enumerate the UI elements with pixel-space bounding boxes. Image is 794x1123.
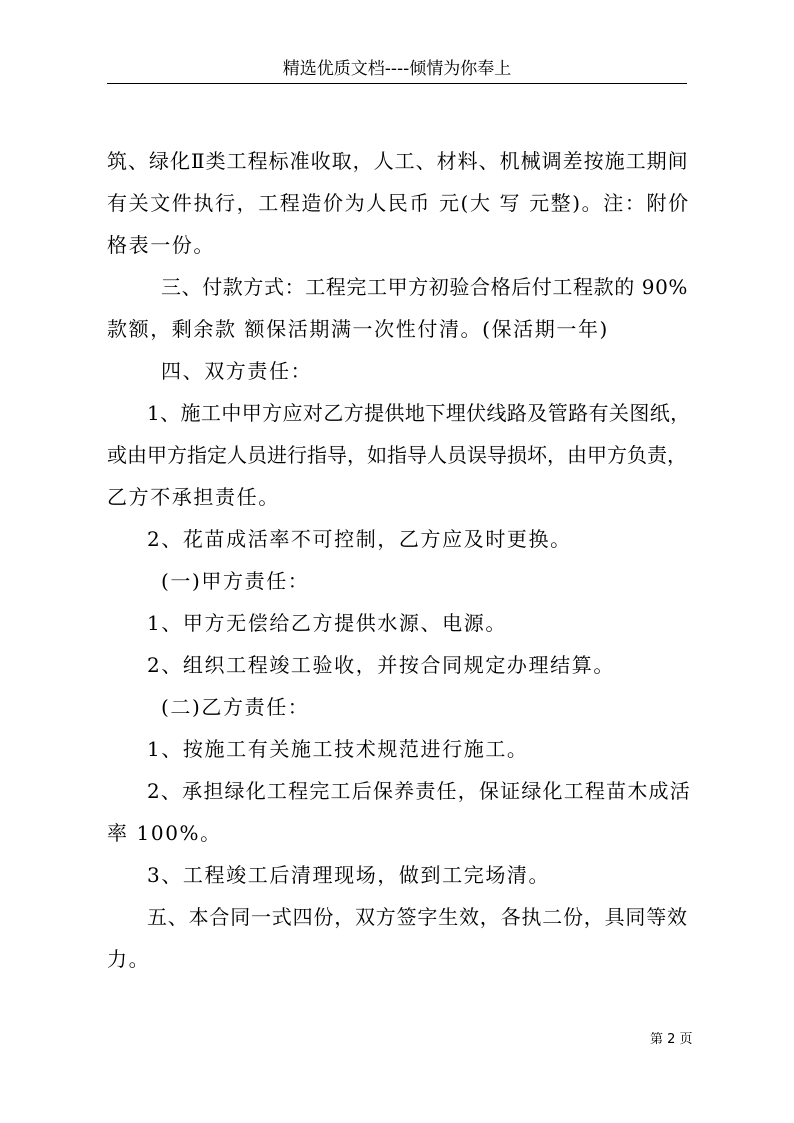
paragraph-line: 有关文件执行，工程造价为人民币 元(大 写 元整)。注：附价 — [107, 191, 690, 215]
page-header-title: 精选优质文档----倾情为你奉上 — [282, 59, 512, 79]
paragraph-line: 格表一份。 — [107, 233, 215, 257]
paragraph-line: 2、承担绿化工程完工后保养责任，保证绿化工程苗木成活 — [147, 779, 691, 803]
paragraph-line: 五、本合同一式四份，双方签字生效，各执二份，具同等效 — [147, 905, 688, 929]
page-number: 第 2 页 — [650, 1032, 693, 1047]
paragraph-line: 筑、绿化Ⅱ类工程标准收取，人工、材料、机械调差按施工期间 — [107, 149, 689, 173]
paragraph-line: 或由甲方指定人员进行指导，如指导人员误导损坏，由甲方负责， — [107, 443, 687, 467]
paragraph-line: 1、甲方无偿给乙方提供水源、电源。 — [147, 611, 507, 635]
paragraph-line: 力。 — [107, 947, 151, 971]
paragraph-line: 1、按施工有关施工技术规范进行施工。 — [147, 737, 529, 761]
paragraph-line: 乙方不承担责任。 — [107, 485, 280, 509]
header-divider — [107, 83, 687, 84]
paragraph-line: 款额，剩余款 额保活期满一次性付清。(保活期一年) — [107, 317, 609, 341]
paragraph-line: 率 100%。 — [107, 821, 222, 845]
subsection-heading: (一)甲方责任： — [161, 569, 310, 593]
paragraph-line: 1、施工中甲方应对乙方提供地下埋伏线路及管路有关图纸， — [147, 401, 691, 425]
paragraph-line: 3、工程竣工后清理现场，做到工完场清。 — [147, 863, 551, 887]
paragraph-line: 2、花苗成活率不可控制，乙方应及时更换。 — [147, 527, 572, 551]
paragraph-line: 2、组织工程竣工验收，并按合同规定办理结算。 — [147, 653, 615, 677]
paragraph-line: 三、付款方式：工程完工甲方初验合格后付工程款的 90% — [161, 275, 689, 299]
section-heading: 四、双方责任： — [161, 359, 313, 383]
subsection-heading: (二)乙方责任： — [161, 695, 310, 719]
